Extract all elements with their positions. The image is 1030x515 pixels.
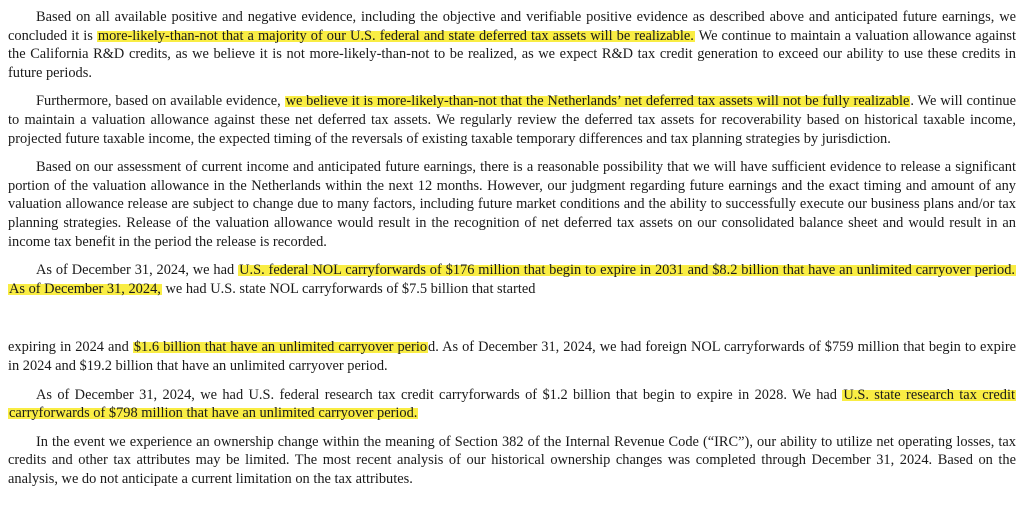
highlighted-text: $1.6 billion that have an unlimited carryover perio bbox=[133, 339, 428, 356]
text-segment: expiring in 2024 and bbox=[8, 339, 133, 356]
text-segment: In the event we experience an ownership change within the meaning of Section 382 of the Internal Revenue Code (“IRC”), our ability to utilize net operating losses, tax credits and other tax attributes may be limited. The most recent analysis of our historical ownership changes was completed through December 31, 2024. Based on the analysis, we do not anticipate a current limitation on the tax attributes. bbox=[8, 433, 1016, 487]
text-segment: . We will continue to maintain a valuation allowance against these net deferred tax assets. We regularly review the deferred tax assets for recoverability based on historical taxable income, projected future taxable income, the expected timing of the reversals of existing taxable temporary differences and tax planning strategies by jurisdiction. bbox=[8, 93, 1016, 147]
document-page bbox=[8, 8, 1016, 488]
text-segment: Based on our assessment of current income and anticipated future earnings, there is a reasonable possibility that we will have sufficient evidence to release a significant portion of the valuation allowance in the Netherlands within the next 12 months. However, our judgment regarding future earnings and the exact timing and amount of any valuation allowance release are subject to change due to many factors, including future market conditions and the ability to successfully execute our business plans and/or tax planning strategies. Release of the valuation allowance would result in the recognition of net deferred tax assets on our consolidated balance sheet and would result in an income tax benefit in the period the release is recorded. bbox=[8, 159, 1016, 250]
paragraph-allowance-release bbox=[8, 158, 1016, 251]
paragraph-ownership-change bbox=[8, 433, 1016, 489]
paragraph-nol-carryforwards bbox=[8, 261, 1016, 298]
highlighted-text: more-likely-than-not that a majority of our U.S. federal and state deferred tax assets will be realizable. bbox=[97, 27, 694, 44]
highlighted-text: we believe it is more-likely-than-not that the Netherlands’ net deferred tax assets will not be fully realizable bbox=[285, 93, 910, 110]
text-segment: As of December 31, 2024, we had bbox=[36, 262, 239, 279]
text-segment: Furthermore, based on available evidence, bbox=[36, 93, 285, 110]
highlighted-text: U.S. federal NOL carryforwards of $176 million that begin to expire in 2031 and $8.2 billion that have an unlimited carryover period. As of December 31, 2024, bbox=[9, 262, 1015, 297]
paragraph-valuation-conclusion bbox=[8, 8, 1016, 82]
paragraph-netherlands-assets bbox=[8, 92, 1016, 148]
text-segment: we had U.S. state NOL carryforwards of $7.5 billion that started bbox=[161, 280, 536, 297]
highlighted-text: U.S. state research tax credit carryforwards of $798 million that have an unlimited carryover period. bbox=[9, 386, 1016, 422]
text-segment: We continue to maintain a valuation allowance against the California R&D credits, as we believe it is not more-likely-than-not to be realized, as we expect R&D tax credit generation to exceed our ability to use these credits in future periods. bbox=[8, 27, 1017, 81]
paragraph-nol-continued bbox=[8, 338, 1016, 375]
text-segment: As of December 31, 2024, we had U.S. federal research tax credit carryforwards of $1.2 billion that begin to expire in 2028. We had bbox=[36, 386, 843, 403]
page-break-gap bbox=[8, 298, 1016, 338]
text-segment: d. As of December 31, 2024, we had foreign NOL carryforwards of $759 million that begin to expire in 2024 and $19.2 billion that have an unlimited carryover period. bbox=[8, 339, 1017, 374]
text-segment: Based on all available positive and negative evidence, including the objective and verifiable positive evidence as described above and anticipated future earnings, we concluded it is bbox=[8, 9, 1016, 44]
paragraph-research-credits bbox=[8, 386, 1016, 423]
